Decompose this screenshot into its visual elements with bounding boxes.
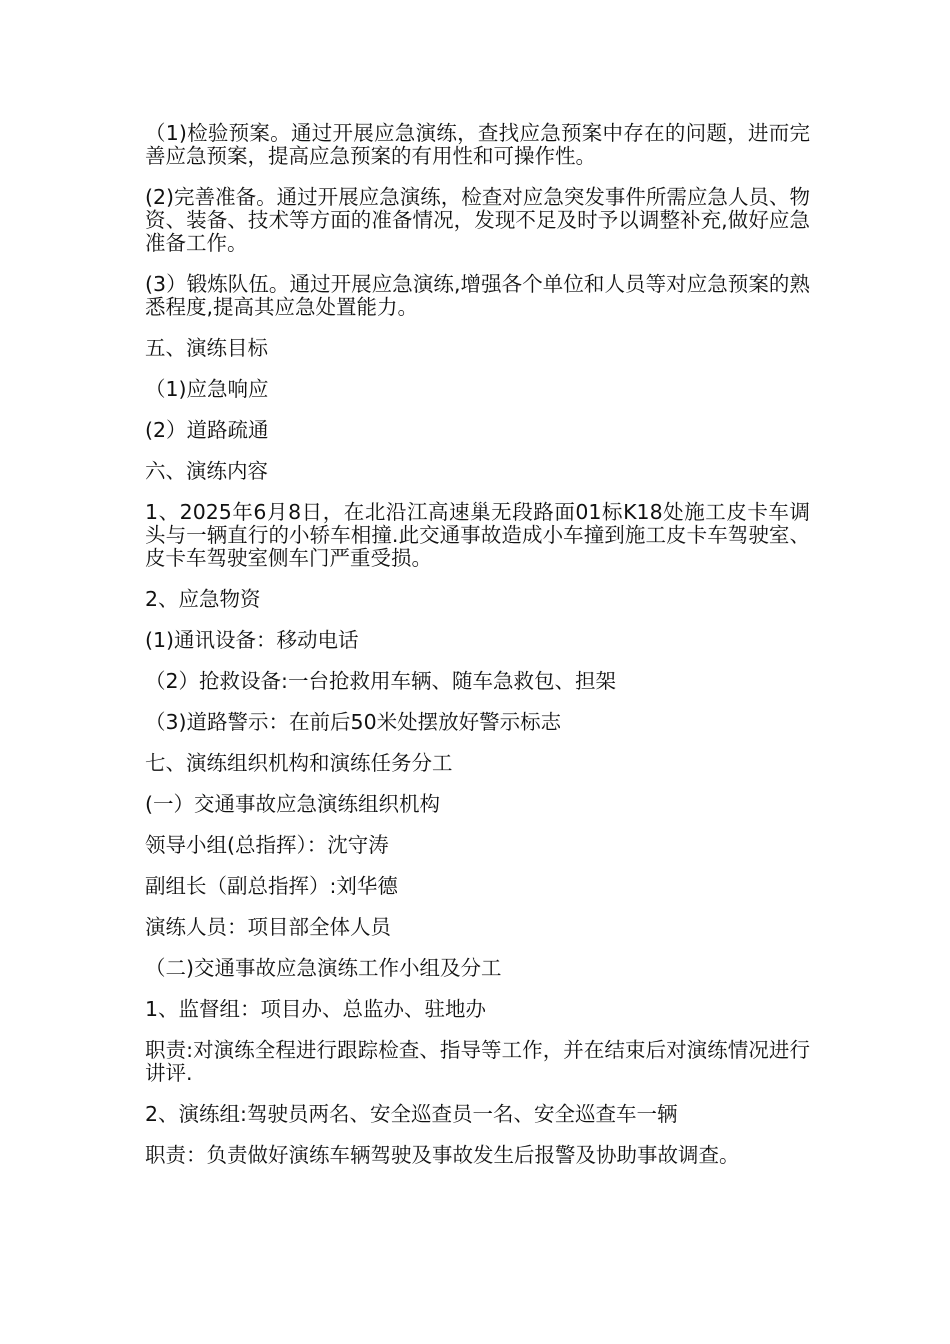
group-supervision-duty: 职责:对演练全程进行跟踪检查、指导等工作，并在结束后对演练情况进行讲评.	[145, 1038, 810, 1085]
subsection-heading-organization: (一）交通事故应急演练组织机构	[145, 792, 440, 816]
content-item-2: 2、应急物资	[145, 587, 261, 611]
goal-item-2: (2）道路疏通	[145, 418, 269, 442]
goal-item-1: （1)应急响应	[145, 377, 269, 401]
group-supervision: 1、监督组：项目办、总监办、驻地办	[145, 997, 487, 1021]
supply-item-1: (1)通讯设备：移动电话	[145, 628, 359, 652]
org-deputy: 副组长（副总指挥）:刘华德	[145, 874, 398, 898]
section-heading-goals: 五、演练目标	[145, 336, 268, 360]
section-heading-content: 六、演练内容	[145, 459, 268, 483]
group-drill: 2、演练组:驾驶员两名、安全巡查员一名、安全巡查车一辆	[145, 1102, 678, 1126]
paragraph-purpose-3: (3）锻炼队伍。通过开展应急演练,增强各个单位和人员等对应急预案的熟悉程度,提高其应急处置能力。	[145, 272, 810, 319]
paragraph-purpose-2: (2)完善准备。通过开展应急演练，检查对应急突发事件所需应急人员、物资、装备、技术等方面的准备情况，发现不足及时予以调整补充,做好应急准备工作。	[145, 185, 810, 255]
supply-item-3: （3)道路警示：在前后50米处摆放好警示标志	[145, 710, 562, 734]
org-participants: 演练人员：项目部全体人员	[145, 915, 391, 939]
document-body	[145, 122, 810, 1185]
paragraph-purpose-1: （1)检验预案。通过开展应急演练，查找应急预案中存在的问题，进而完善应急预案，提高应急预案的有用性和可操作性。	[145, 121, 810, 168]
supply-item-2: （2）抢救设备:一台抢救用车辆、随车急救包、担架	[145, 669, 616, 693]
content-item-1: 1、2025年6月8日，在北沿江高速巢无段路面01标K18处施工皮卡车调头与一辆直行的小轿车相撞.此交通事故造成小车撞到施工皮卡车驾驶室、皮卡车驾驶室侧车门严重受损。	[145, 500, 810, 570]
org-leader: 领导小组(总指挥）：沈守涛	[145, 833, 389, 857]
group-drill-duty: 职责：负责做好演练车辆驾驶及事故发生后报警及协助事故调查。	[145, 1143, 740, 1167]
subsection-heading-groups: （二)交通事故应急演练工作小组及分工	[145, 956, 502, 980]
section-heading-organization: 七、演练组织机构和演练任务分工	[145, 751, 453, 775]
